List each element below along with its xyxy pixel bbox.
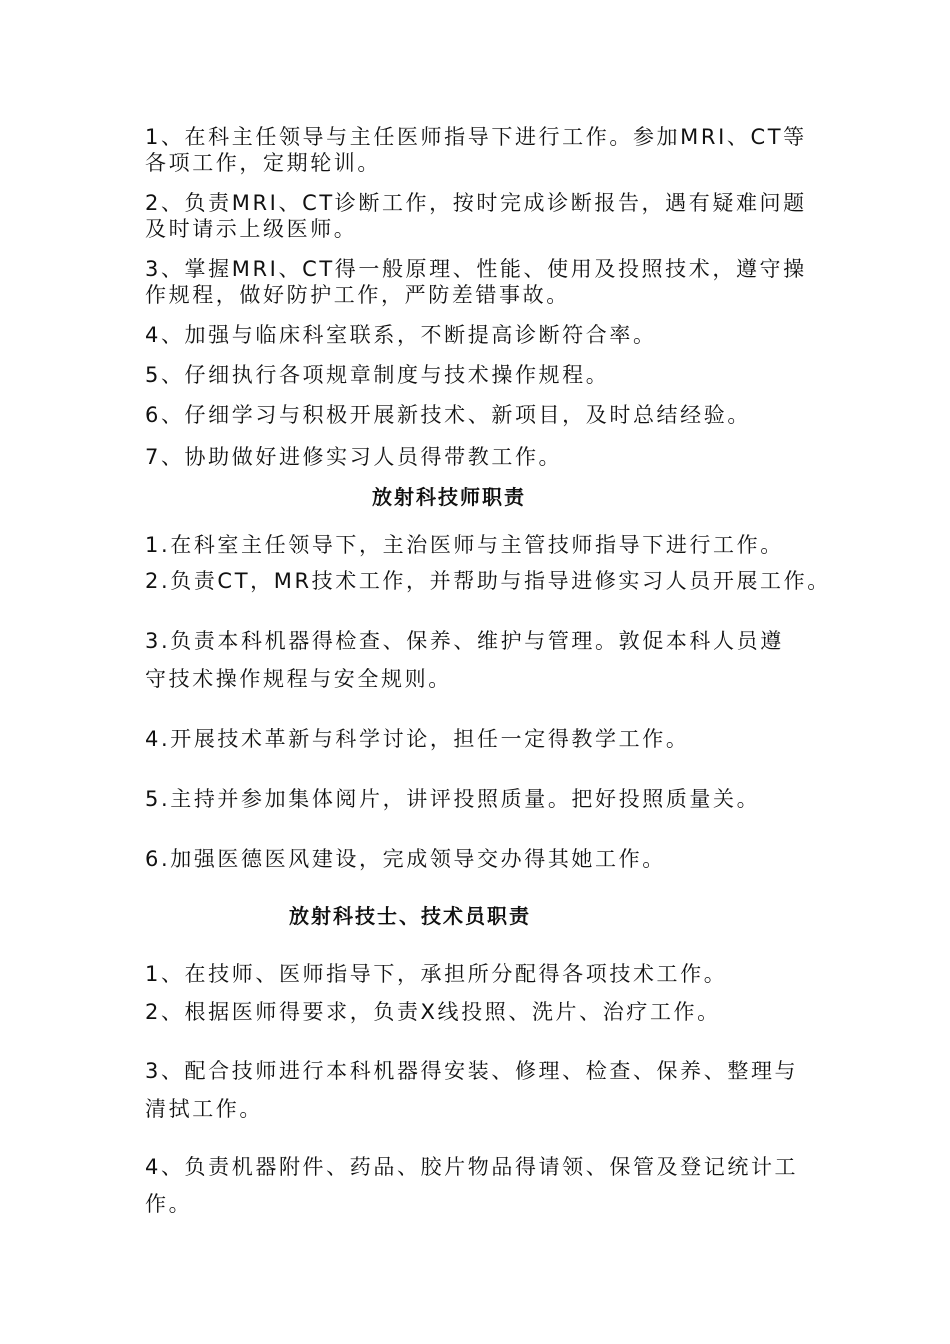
duty-item-2-line-1: 2、负责MRI、CT诊断工作，按时完成诊断报告，遇有疑难问题 xyxy=(145,191,807,215)
duty-item-3-line-1: 3、掌握MRI、CT得一般原理、性能、使用及投照技术，遵守操 xyxy=(145,257,807,281)
assistant-item-3-line-1: 3、配合技师进行本科机器得安装、修理、检查、保养、整理与 xyxy=(145,1059,799,1083)
assistant-item-3-line-2: 清拭工作。 xyxy=(145,1097,263,1121)
section-title-assistant: 放射科技士、技术员职责 xyxy=(289,904,531,928)
duty-item-1-line-2: 各项工作，定期轮训。 xyxy=(145,151,381,175)
assistant-item-4-line-1: 4、负责机器附件、药品、胶片物品得请领、保管及登记统计工 xyxy=(145,1155,799,1179)
technician-item-5: 5.主持并参加集体阅片，讲评投照质量。把好投照质量关。 xyxy=(145,787,761,811)
duty-item-1-line-1: 1、在科主任领导与主任医师指导下进行工作。参加MRI、CT等 xyxy=(145,125,807,149)
technician-item-6: 6.加强医德医风建设，完成领导交办得其她工作。 xyxy=(145,847,666,871)
duty-item-6: 6、仔细学习与积极开展新技术、新项目，及时总结经验。 xyxy=(145,403,751,427)
technician-item-3-line-1: 3.负责本科机器得检查、保养、维护与管理。敦促本科人员遵 xyxy=(145,629,784,653)
technician-item-3-line-2: 守技术操作规程与安全规则。 xyxy=(145,667,452,691)
assistant-item-2: 2、根据医师得要求，负责X线投照、洗片、治疗工作。 xyxy=(145,1000,721,1024)
assistant-item-1: 1、在技师、医师指导下，承担所分配得各项技术工作。 xyxy=(145,962,728,986)
technician-item-2: 2.负责CT，MR技术工作，并帮助与指导进修实习人员开展工作。 xyxy=(145,569,831,593)
duty-item-4: 4、加强与临床科室联系，不断提高诊断符合率。 xyxy=(145,323,657,347)
assistant-item-4-line-2: 作。 xyxy=(145,1192,193,1216)
technician-item-1: 1.在科室主任领导下，主治医师与主管技师指导下进行工作。 xyxy=(145,533,784,557)
duty-item-7: 7、协助做好进修实习人员得带教工作。 xyxy=(145,445,563,469)
duty-item-3-line-2: 作规程，做好防护工作，严防差错事故。 xyxy=(145,283,570,307)
duty-item-2-line-2: 及时请示上级医师。 xyxy=(145,217,358,241)
technician-item-4: 4.开展技术革新与科学讨论，担任一定得教学工作。 xyxy=(145,727,690,751)
section-title-technician: 放射科技师职责 xyxy=(372,485,526,509)
duty-item-5: 5、仔细执行各项规章制度与技术操作规程。 xyxy=(145,363,610,387)
